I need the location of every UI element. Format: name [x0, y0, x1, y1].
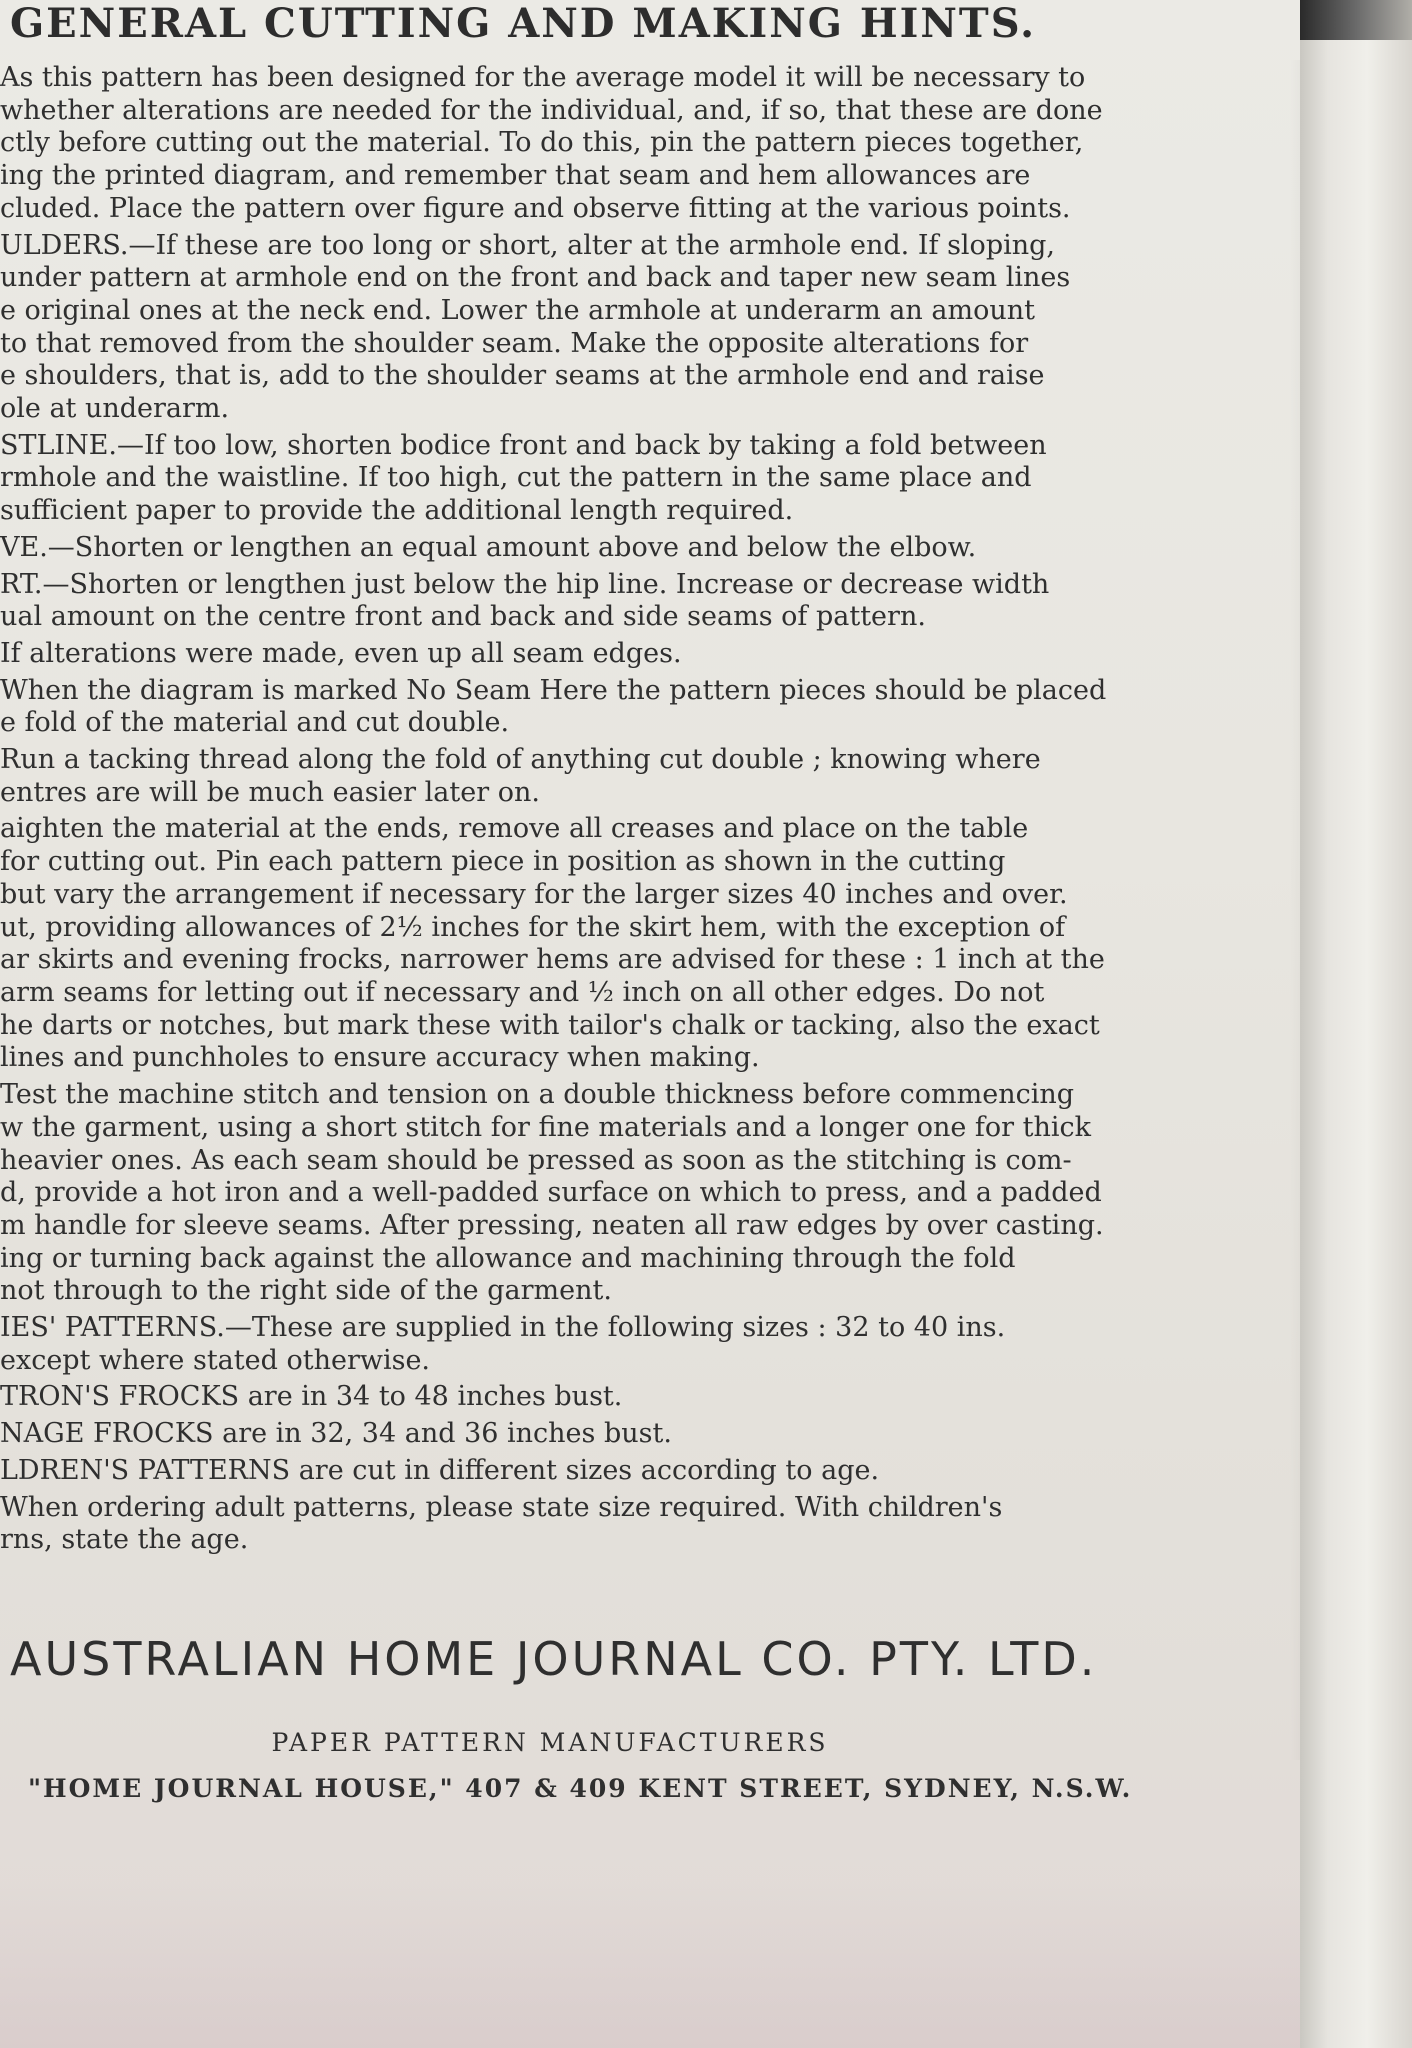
para-teenage-frocks — [0, 1418, 1205, 1451]
para-skirt — [0, 569, 1205, 634]
text-line: When ordering adult patterns, please state size required. With children's — [0, 1491, 1003, 1523]
company-tagline: PAPER PATTERN MANUFACTURERS — [271, 1728, 829, 1757]
para-waistline — [0, 430, 1205, 528]
text-line: ual amount on the centre front and back and side seams of pattern. — [0, 601, 926, 633]
text-line: STLINE.—If too low, shorten bodice front and back by taking a fold between — [0, 429, 1047, 461]
text-line: ULDERS.—If these are too long or short, alter at the armhole end. If sloping, — [0, 229, 1055, 261]
para-sleeve — [0, 532, 1205, 565]
text-line: e shoulders, that is, add to the shoulder seams at the armhole end and raise — [0, 360, 1045, 392]
text-line: rns, state the age. — [0, 1524, 249, 1556]
para-childrens-patterns — [0, 1455, 1205, 1488]
text-line: e original ones at the neck end. Lower the armhole at underarm an amount — [0, 294, 1035, 326]
text-line: As this pattern has been designed for the average model it will be necessary to — [0, 62, 1086, 93]
text-line: m handle for sleeve seams. After pressing, neaten all raw edges by over casting. — [0, 1209, 1104, 1241]
text-line: ar skirts and evening frocks, narrower hems are advised for these : 1 inch at the — [0, 944, 1105, 976]
envelope-corner-shadow — [1300, 0, 1412, 40]
text-line: arm seams for letting out if necessary and ½ inch on all other edges. Do not — [0, 976, 1045, 1008]
para-seam-edges — [0, 638, 1205, 671]
para-ordering — [0, 1492, 1205, 1557]
text-line: heavier ones. As each seam should be pressed as soon as the stitching is com- — [0, 1144, 1072, 1176]
text-line: ctly before cutting out the material. To do this, pin the pattern pieces together, — [0, 127, 1084, 159]
para-shoulders — [0, 230, 1205, 426]
company-name: AUSTRALIAN HOME JOURNAL CO. PTY. LTD. — [10, 1632, 1098, 1686]
text-line: d, provide a hot iron and a well-padded surface on which to press, and a padded — [0, 1177, 1102, 1209]
text-line: Test the machine stitch and tension on a double thickness before commencing — [0, 1079, 1075, 1111]
text-line: e fold of the material and cut double. — [0, 707, 510, 739]
text-line: aighten the material at the ends, remove all creases and place on the table — [0, 813, 1029, 845]
text-line: TRON'S FROCKS are in 34 to 48 inches bust. — [0, 1381, 623, 1413]
text-line: Run a tacking thread along the fold of anything cut double ; knowing where — [0, 744, 1041, 776]
text-line: When the diagram is marked No Seam Here the pattern pieces should be placed — [0, 674, 1107, 706]
para-machine — [0, 1079, 1205, 1308]
hints-body — [0, 62, 1205, 1561]
text-line: w the garment, using a short stitch for fine materials and a longer one for thick — [0, 1111, 1092, 1143]
para-ladies-patterns — [0, 1312, 1205, 1377]
text-line: rmhole and the waistline. If too high, cut the pattern in the same place and — [0, 462, 1032, 494]
para-tacking — [0, 744, 1205, 809]
text-line: VE.—Shorten or lengthen an equal amount above and below the elbow. — [0, 531, 977, 563]
text-line: ut, providing allowances of 2½ inches for the skirt hem, with the exception of — [0, 911, 1066, 943]
text-line: ing or turning back against the allowance and machining through the fold — [0, 1242, 1016, 1274]
envelope-edge — [1300, 0, 1412, 2048]
paper-shadow — [0, 1880, 1330, 2048]
text-line: for cutting out. Pin each pattern piece in position as shown in the cutting — [0, 846, 1006, 878]
text-line: under pattern at armhole end on the front and back and taper new seam lines — [0, 262, 1071, 294]
text-line: lines and punchholes to ensure accuracy when making. — [0, 1042, 760, 1074]
para-cutting — [0, 813, 1205, 1075]
text-line: LDREN'S PATTERNS are cut in different sizes according to age. — [0, 1454, 880, 1486]
text-line: If alterations were made, even up all seam edges. — [0, 637, 682, 669]
text-line: he darts or notches, but mark these with tailor's chalk or tacking, also the exact — [0, 1009, 1100, 1041]
text-line: ing the printed diagram, and remember that seam and hem allowances are — [0, 160, 1031, 192]
text-line: RT.—Shorten or lengthen just below the hip line. Increase or decrease width — [0, 568, 1050, 600]
document-title: GENERAL CUTTING AND MAKING HINTS. — [10, 0, 1037, 47]
text-line: but vary the arrangement if necessary for the larger sizes 40 inches and over. — [0, 878, 1068, 910]
text-line: sufficient paper to provide the additional length required. — [0, 495, 794, 527]
text-line: whether alterations are needed for the individual, and, if so, that these are done — [0, 94, 1103, 126]
text-line: entres are will be much easier later on. — [0, 776, 540, 808]
text-line: NAGE FROCKS are in 32, 34 and 36 inches bust. — [0, 1418, 672, 1450]
text-line: to that removed from the shoulder seam. Make the opposite alterations for — [0, 327, 1029, 359]
para-no-seam — [0, 675, 1205, 740]
text-line: cluded. Place the pattern over figure and observe fitting at the various points. — [0, 192, 1071, 224]
para-intro — [0, 62, 1205, 226]
text-line: ole at underarm. — [0, 393, 230, 425]
text-line: except where stated otherwise. — [0, 1344, 431, 1376]
company-address: "HOME JOURNAL HOUSE," 407 & 409 KENT STREET, SYDNEY, N.S.W. — [28, 1774, 1133, 1803]
text-line: IES' PATTERNS.—These are supplied in the following sizes : 32 to 40 ins. — [0, 1312, 1006, 1344]
para-matrons-frocks — [0, 1381, 1205, 1414]
text-line: not through to the right side of the garment. — [0, 1275, 612, 1307]
